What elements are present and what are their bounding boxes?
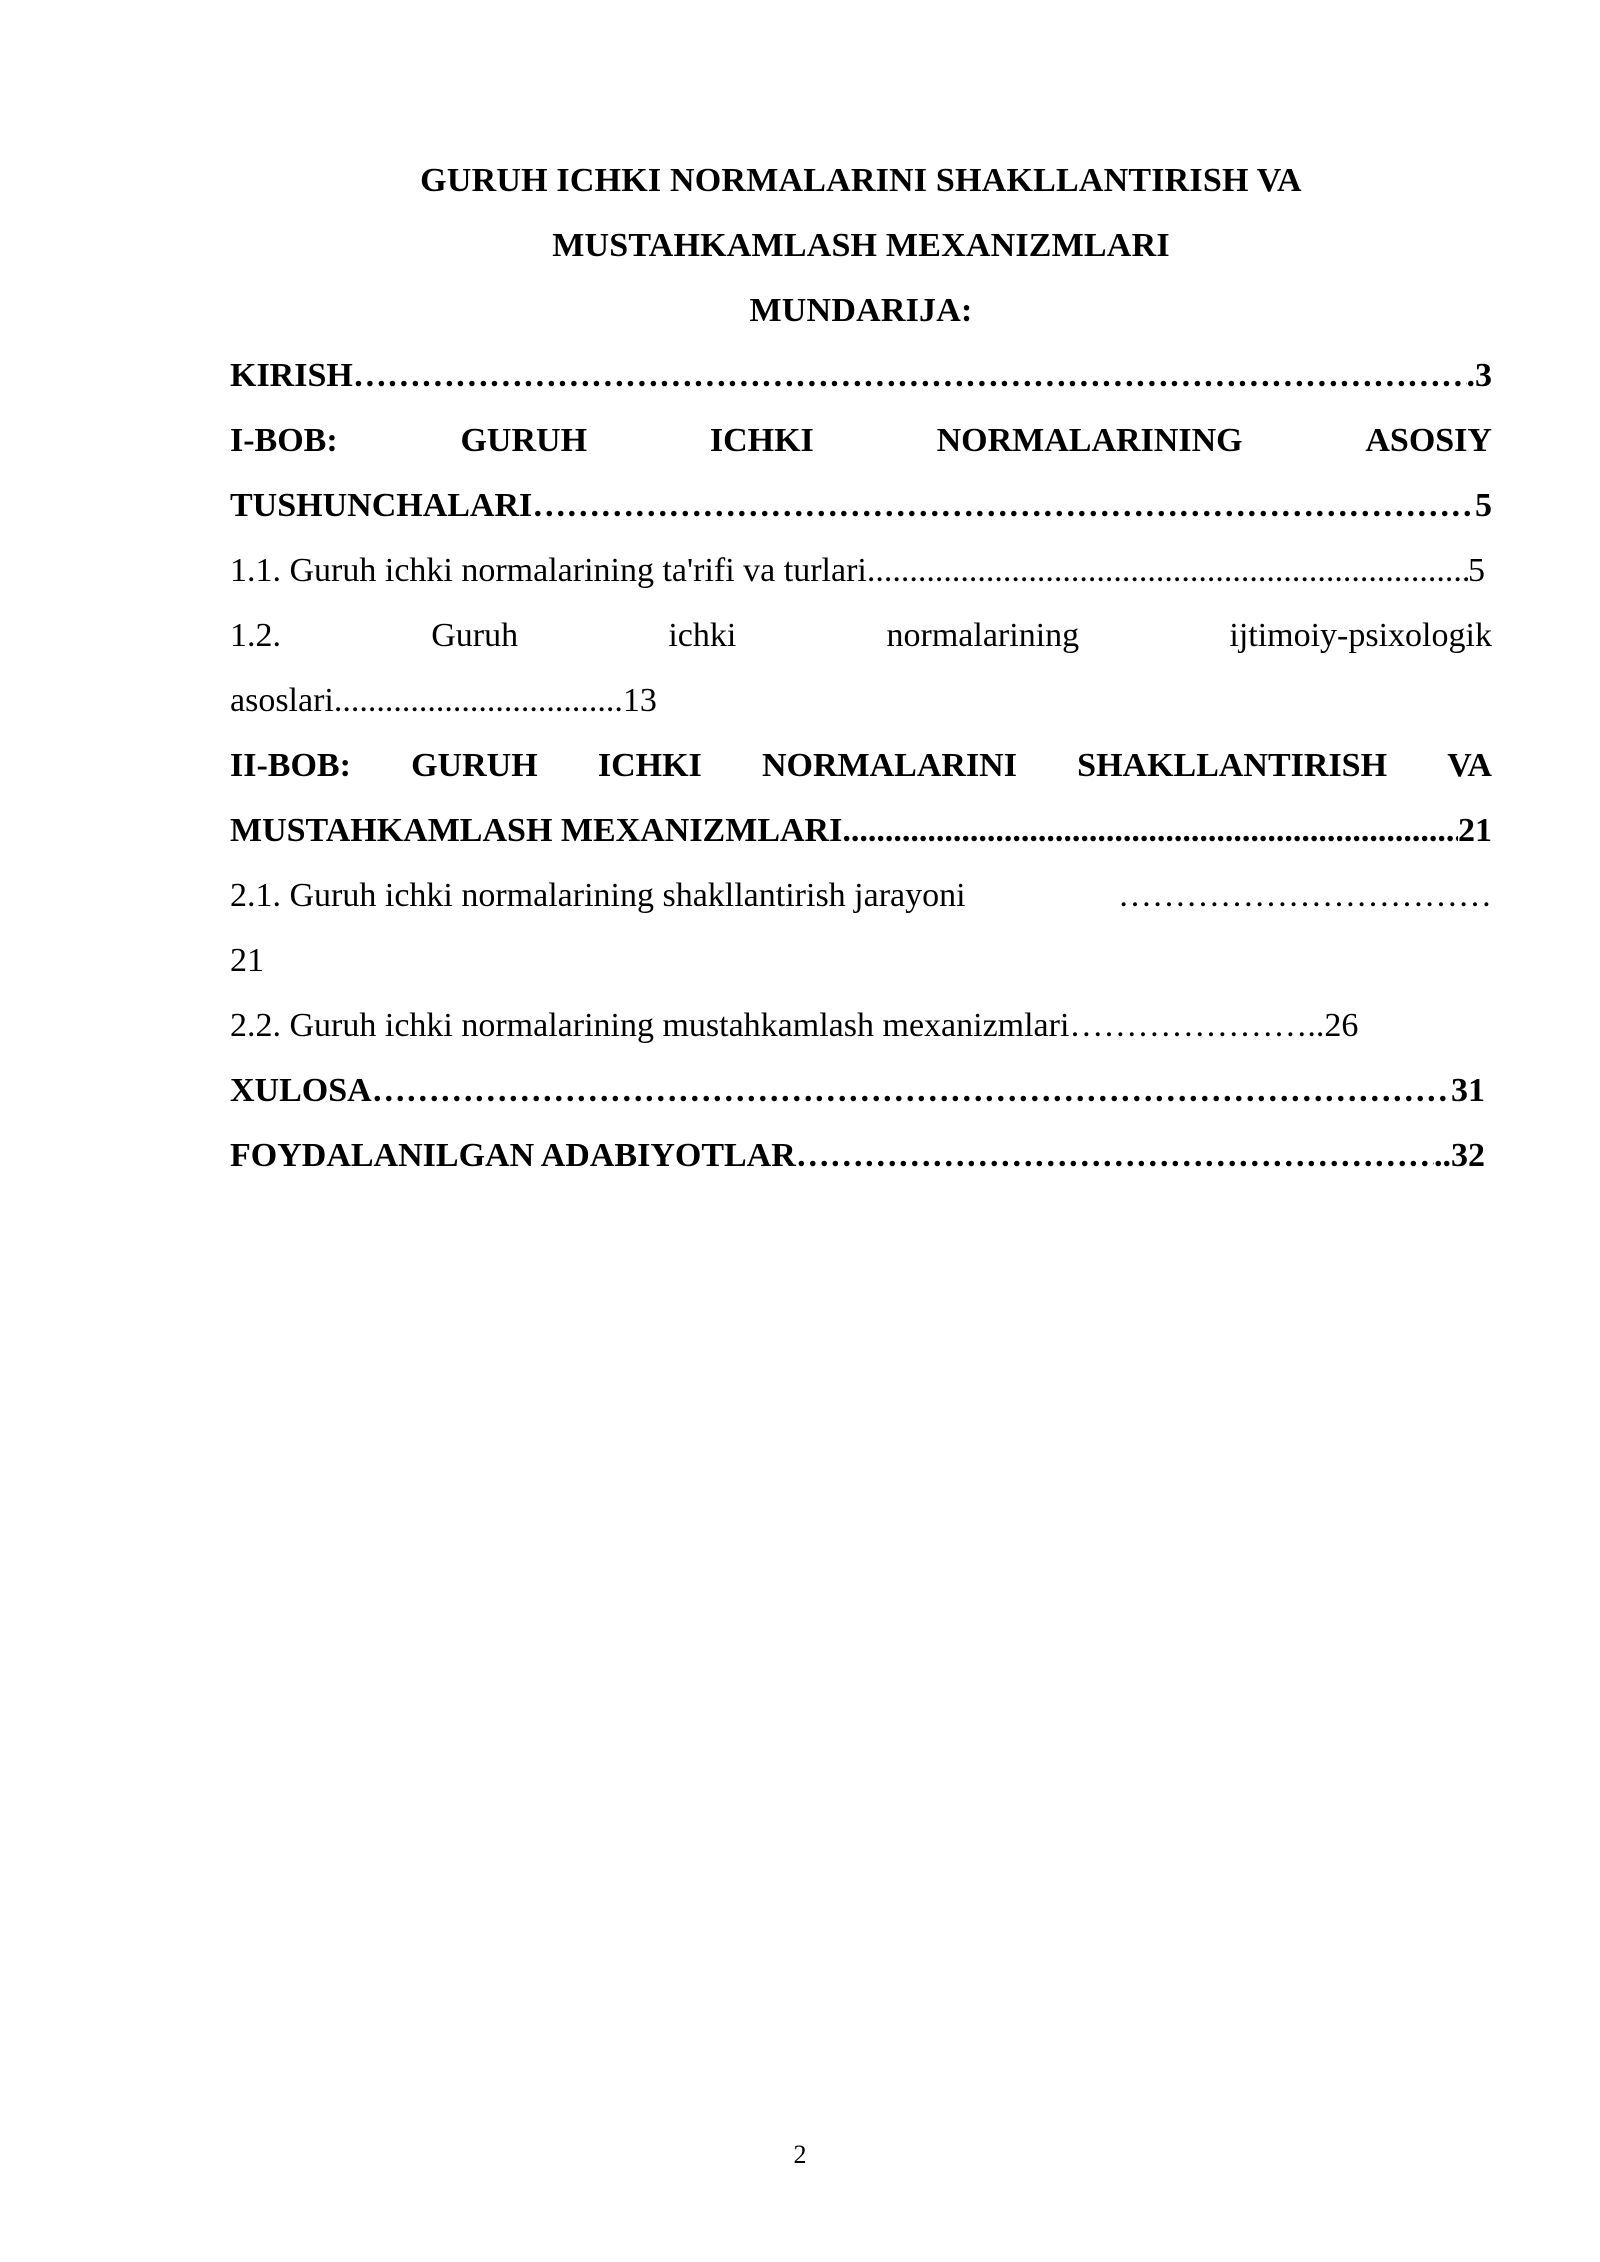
- toc-leader-dots: [867, 538, 1468, 603]
- toc-page-number: 21: [230, 942, 264, 979]
- toc-entry-kirish[interactable]: [230, 343, 1492, 408]
- page-content: [230, 148, 1492, 1188]
- toc-leader-dots: [353, 343, 1467, 408]
- toc-page-number: ..32: [1434, 1137, 1485, 1174]
- document-title: [230, 148, 1492, 343]
- toc-page-number: 5: [1468, 552, 1485, 589]
- toc-page-number: 26: [1324, 1007, 1359, 1044]
- toc-label: 2.2. Guruh ichki normalarining mustahkamlash mexanizmlari: [230, 1007, 1070, 1044]
- toc-label: 2.1. Guruh ichki normalarining shakllantirish jarayoni: [230, 877, 966, 914]
- toc-word: ichki: [668, 617, 737, 654]
- toc-word: ICHKI: [709, 422, 814, 459]
- toc-entry-2-2[interactable]: [230, 993, 1492, 1058]
- toc-leader-dots: [842, 798, 1458, 863]
- toc-word: SHAKLLANTIRISH: [1077, 747, 1388, 784]
- toc-label: TUSHUNCHALARI: [230, 487, 533, 524]
- toc-entry-2-1-line-1[interactable]: [230, 863, 1492, 928]
- toc-word: ijtimoiy-psixologik: [1229, 617, 1492, 654]
- page-number: 2: [793, 2140, 807, 2169]
- toc-label: FOYDALANILGAN ADABIYOTLAR: [230, 1137, 796, 1174]
- toc-entry-bob2-line-1[interactable]: [230, 733, 1492, 798]
- toc-word: 1.2.: [230, 617, 281, 654]
- toc-entry-bob2-line-2[interactable]: [230, 798, 1492, 863]
- toc-word: II-BOB:: [230, 747, 351, 784]
- toc-entry-2-1-line-2[interactable]: [230, 928, 1492, 993]
- toc-label: MUSTAHKAMLASH MEXANIZMLARI: [230, 812, 843, 849]
- toc-word: Guruh: [431, 617, 519, 654]
- toc-entry-adabiyotlar[interactable]: [230, 1123, 1485, 1188]
- toc-word: I-BOB:: [230, 422, 338, 459]
- toc-entry-1-2-line-2[interactable]: [230, 668, 1492, 733]
- toc-page-number: .3: [1466, 357, 1492, 394]
- toc-leader-dots: [372, 1058, 1451, 1123]
- toc-word: NORMALARINI: [761, 747, 1017, 784]
- toc-heading: MUNDARIJA:: [749, 292, 973, 329]
- toc-leader-dots: …………………..: [1069, 1007, 1325, 1044]
- toc-word: ICHKI: [597, 747, 702, 784]
- toc-entry-1-2-line-1[interactable]: [230, 603, 1492, 668]
- toc-leader-dots: [532, 473, 1475, 538]
- toc-entry-bob1-line-2[interactable]: [230, 473, 1492, 538]
- toc-leader-dots: [796, 1123, 1434, 1188]
- toc-label: asoslari: [230, 682, 334, 719]
- toc-word: normalarining: [886, 617, 1080, 654]
- toc-leader-dots: ..................................: [333, 682, 623, 719]
- toc-page-number: 5: [1475, 487, 1492, 524]
- toc-label: XULOSA: [230, 1072, 372, 1109]
- toc-entry-xulosa[interactable]: [230, 1058, 1485, 1123]
- toc-word: VA: [1447, 747, 1492, 784]
- table-of-contents: [230, 343, 1492, 1188]
- toc-page-number: 31: [1451, 1072, 1485, 1109]
- toc-page-number: 21: [1458, 812, 1492, 849]
- title-line-1: GURUH ICHKI NORMALARINI SHAKLLANTIRISH VA: [420, 162, 1302, 199]
- toc-label: KIRISH: [230, 357, 353, 394]
- title-line-2: MUSTAHKAMLASH MEXANIZMLARI: [552, 227, 1170, 264]
- toc-label: 1.1. Guruh ichki normalarining ta'rifi va turlari: [230, 552, 867, 589]
- toc-entry-bob1-line-1[interactable]: [230, 408, 1492, 473]
- toc-word: ASOSIY: [1365, 422, 1492, 459]
- toc-entry-1-1[interactable]: [230, 538, 1485, 603]
- toc-word: GURUH: [411, 747, 538, 784]
- toc-leader-dots: ……………………………: [1118, 877, 1492, 914]
- toc-word: NORMALARINING: [936, 422, 1243, 459]
- toc-word: GURUH: [460, 422, 588, 459]
- toc-page-number: 13: [622, 682, 657, 719]
